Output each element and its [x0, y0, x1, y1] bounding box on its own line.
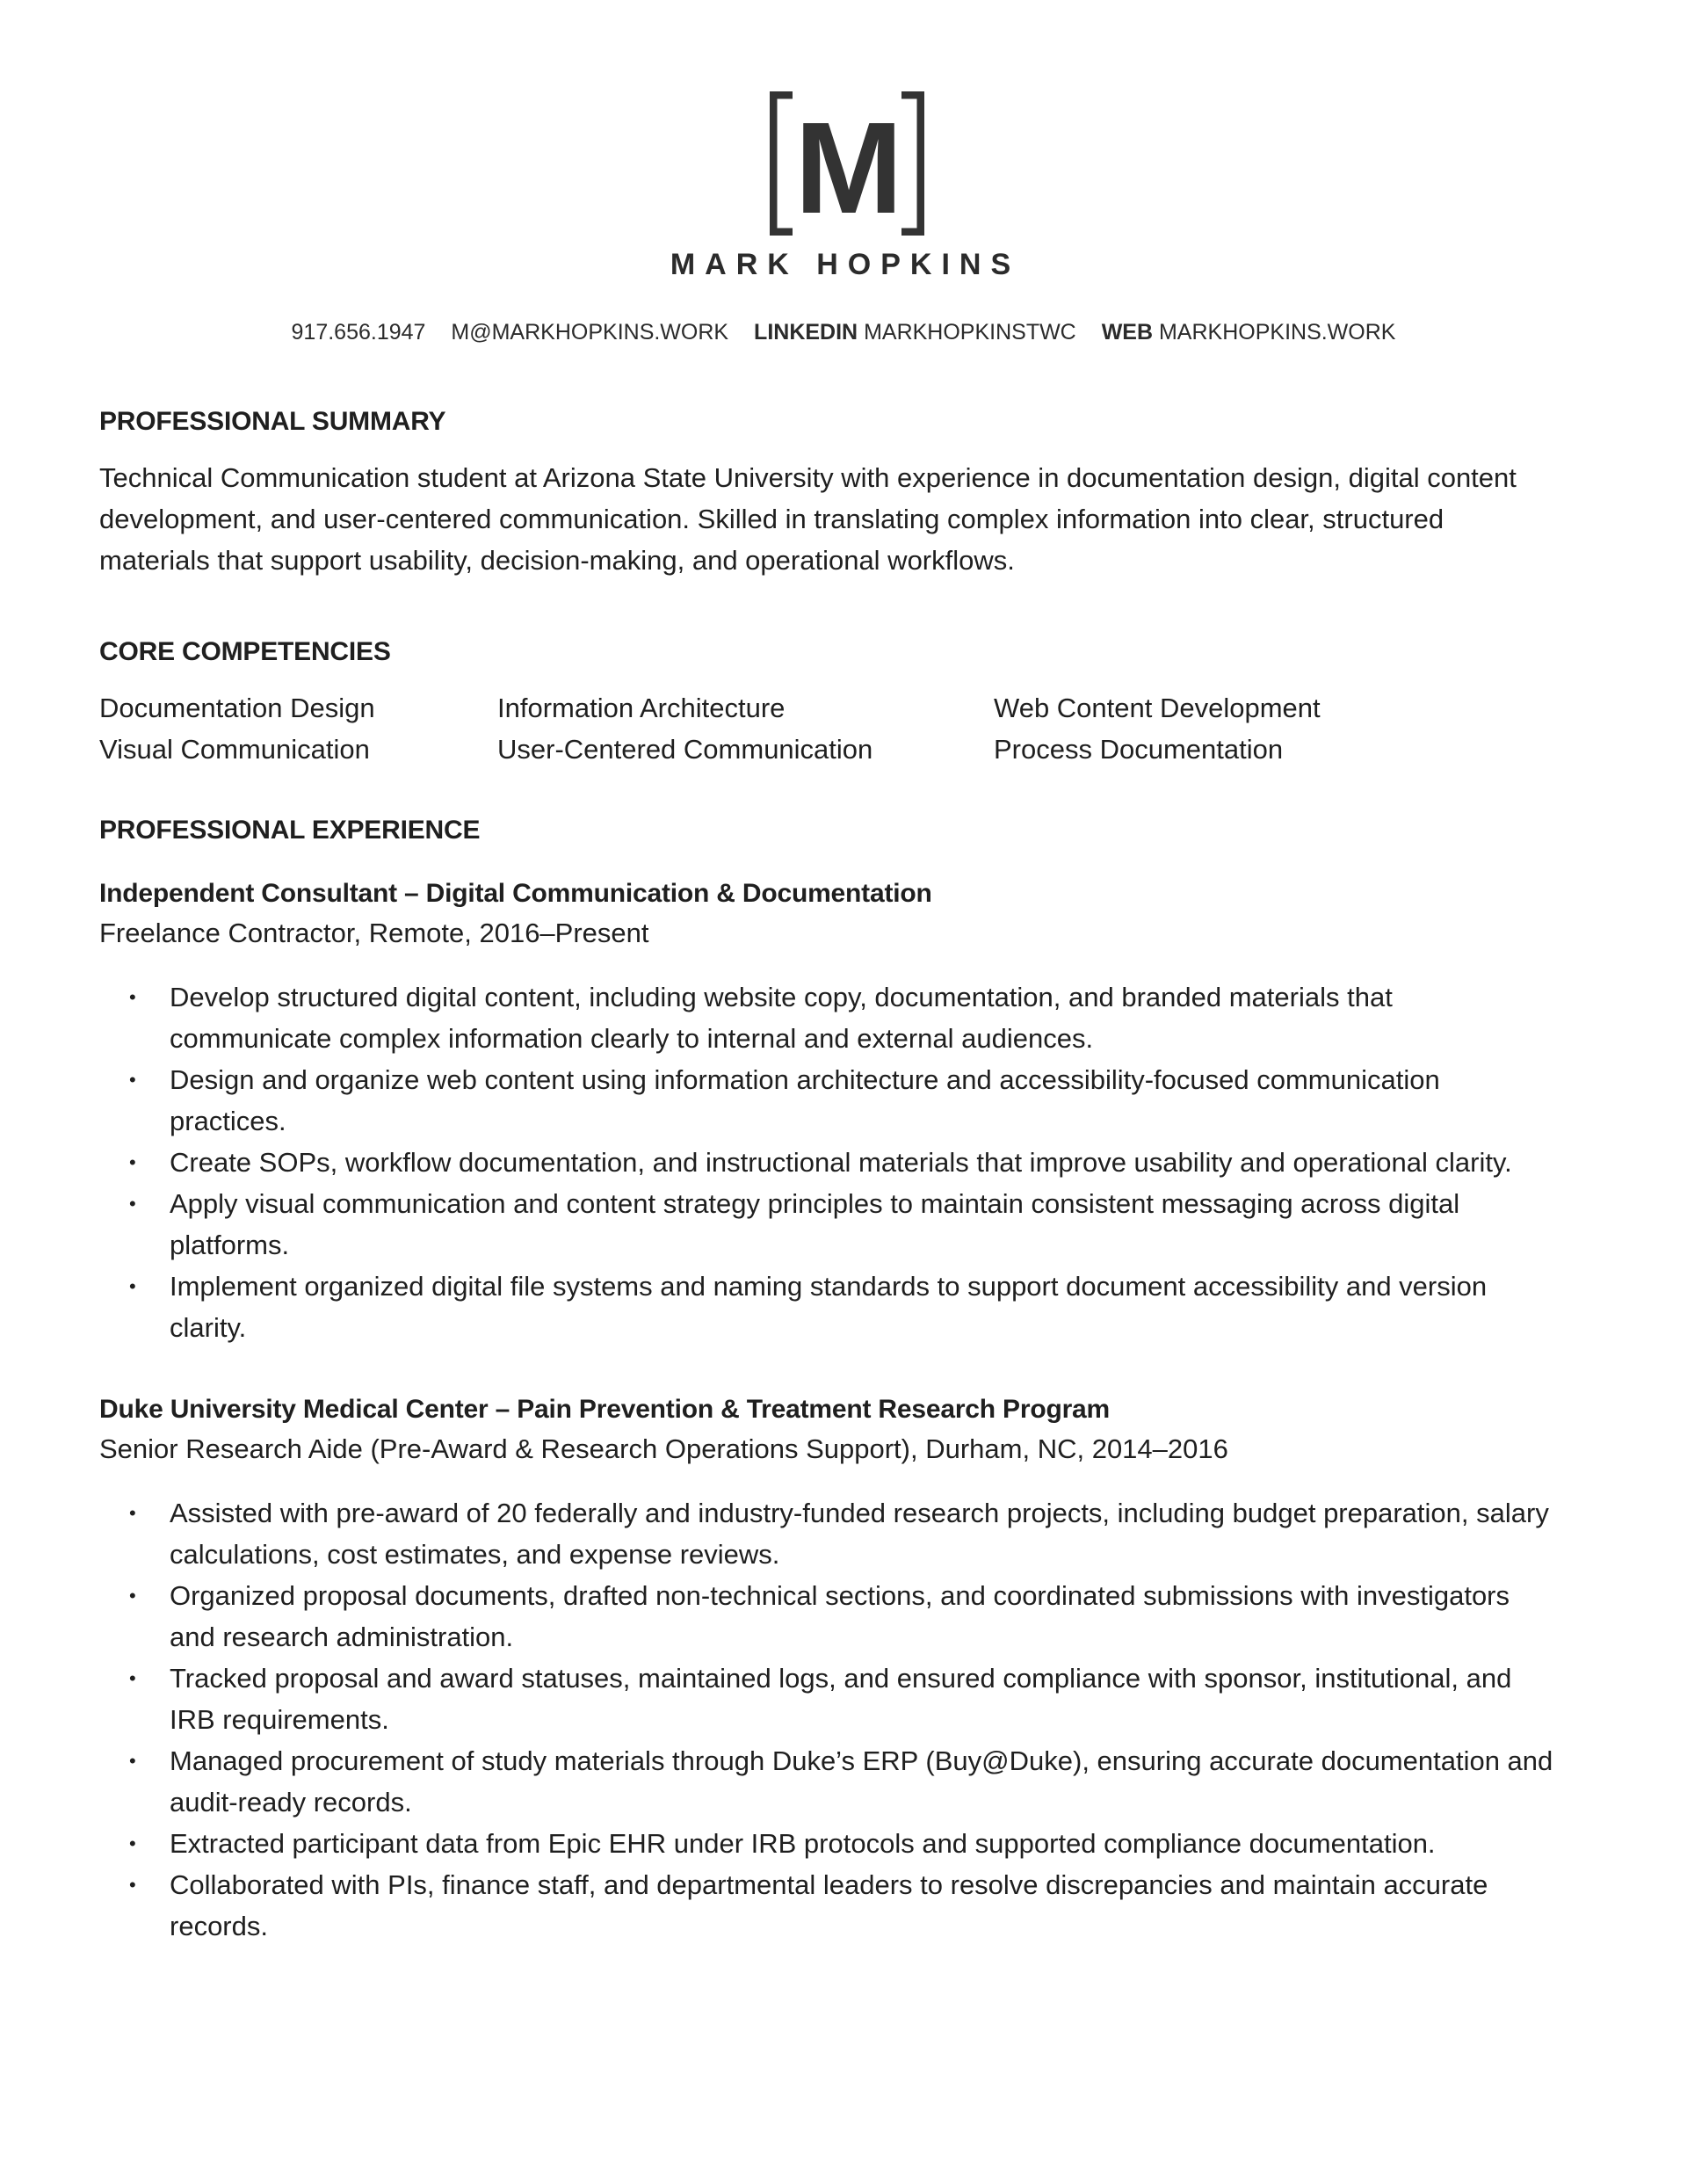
bullet-text: Collaborated with PIs, finance staff, and departmental leaders to resolve discrepancies and maintain accurate records.: [170, 1869, 1488, 1941]
bullet-icon: •: [129, 1069, 136, 1091]
bullet-icon: •: [129, 1750, 136, 1772]
bullet-icon: •: [129, 1874, 136, 1896]
bullet-text: Tracked proposal and award statuses, maintained logs, and ensured compliance with sponsor, institutional, and IRB requirements.: [170, 1663, 1512, 1735]
job-entry: [99, 1390, 1593, 1947]
bullet-item: [99, 1823, 1558, 1864]
competency-item: Process Documentation: [994, 734, 1284, 765]
bullet-item: [99, 1864, 1558, 1947]
bullet-item: [99, 1658, 1558, 1740]
bullet-text: Develop structured digital content, including website copy, documentation, and branded materials that communicate complex information clearly to internal and external audiences.: [170, 982, 1393, 1054]
competency-item: Visual Communication: [99, 734, 370, 765]
bullet-item: [99, 1059, 1558, 1142]
bullet-icon: •: [129, 1667, 136, 1689]
summary-text: Technical Communication student at Arizona State University with experience in documentation design, digital content development, and user-centered communication. Skilled in translating complex information into clear, structured materials that support usability, decision-making, and operational workflows.: [99, 462, 1517, 576]
bullet-text: Managed procurement of study materials through Duke’s ERP (Buy@Duke), ensuring accurate documentation and audit-ready records.: [170, 1745, 1553, 1818]
web-value: MARKHOPKINS.WORK: [1158, 320, 1396, 345]
job-bullets: [99, 1492, 1593, 1947]
contact-email[interactable]: M@MARKHOPKINS.WORK: [451, 320, 729, 345]
bullet-text: Design and organize web content using information architecture and accessibility-focused communication practices.: [170, 1064, 1440, 1136]
job-bullets: [99, 976, 1593, 1348]
job-title: Duke University Medical Center – Pain Prevention & Treatment Research Program: [99, 1395, 1111, 1424]
web-label: WEB: [1101, 320, 1154, 345]
competency-item: Web Content Development: [994, 693, 1321, 723]
job-entry: [99, 874, 1593, 1348]
contact-phone: 917.656.1947: [291, 320, 426, 345]
contact-linkedin[interactable]: [754, 320, 1076, 345]
bullet-item: [99, 1266, 1558, 1348]
competencies-grid: [99, 687, 1593, 770]
job-subtitle: Senior Research Aide (Pre-Award & Research Operations Support), Durham, NC, 2014–2016: [99, 1433, 1228, 1464]
bullet-text: Extracted participant data from Epic EHR under IRB protocols and supported compliance documentation.: [170, 1828, 1436, 1859]
competency-item: Information Architecture: [497, 693, 786, 723]
bullet-item: [99, 976, 1558, 1059]
bullet-item: [99, 1142, 1558, 1183]
competencies-heading: CORE COMPETENCIES: [99, 637, 391, 666]
bullet-icon: •: [129, 986, 136, 1008]
candidate-name: MARK HOPKINS: [670, 248, 1021, 281]
bullet-text: Create SOPs, workflow documentation, and instructional materials that improve usability and operational clarity.: [170, 1147, 1512, 1178]
bullet-item: [99, 1740, 1558, 1823]
linkedin-label: LINKEDIN: [754, 320, 858, 345]
logo-letter: M: [794, 96, 900, 236]
competency-item: Documentation Design: [99, 693, 375, 723]
experience-heading: PROFESSIONAL EXPERIENCE: [99, 816, 481, 845]
bullet-icon: •: [129, 1193, 136, 1215]
bullet-text: Assisted with pre-award of 20 federally and industry-funded research projects, including budget preparation, salary calculations, cost estimates, and expense reviews.: [170, 1498, 1549, 1570]
contact-web[interactable]: [1102, 320, 1396, 345]
bullet-item: [99, 1492, 1558, 1575]
summary-heading: PROFESSIONAL SUMMARY: [99, 407, 446, 436]
bullet-icon: •: [129, 1275, 136, 1297]
job-subtitle: Freelance Contractor, Remote, 2016–Present: [99, 918, 649, 948]
bullet-text: Organized proposal documents, drafted non-technical sections, and coordinated submissions with investigators and research administration.: [170, 1580, 1510, 1652]
bullet-text: Implement organized digital file systems and naming standards to support document accessibility and version clarity.: [170, 1271, 1488, 1343]
logo-mark: [770, 91, 924, 236]
bullet-text: Apply visual communication and content strategy principles to maintain consistent messaging across digital platforms.: [170, 1188, 1460, 1260]
bullet-item: [99, 1183, 1558, 1266]
bullet-icon: •: [129, 1502, 136, 1524]
bracket-m-logo-icon: [770, 91, 924, 236]
resume-content: [99, 404, 1593, 1947]
job-title: Independent Consultant – Digital Communication & Documentation: [99, 879, 932, 908]
bullet-icon: •: [129, 1832, 136, 1854]
bullet-icon: •: [129, 1585, 136, 1607]
linkedin-value: MARKHOPKINSTWC: [864, 320, 1076, 345]
contact-line: [0, 320, 1687, 345]
bullet-item: [99, 1575, 1558, 1658]
bullet-icon: •: [129, 1151, 136, 1173]
competency-item: User-Centered Communication: [497, 734, 873, 765]
